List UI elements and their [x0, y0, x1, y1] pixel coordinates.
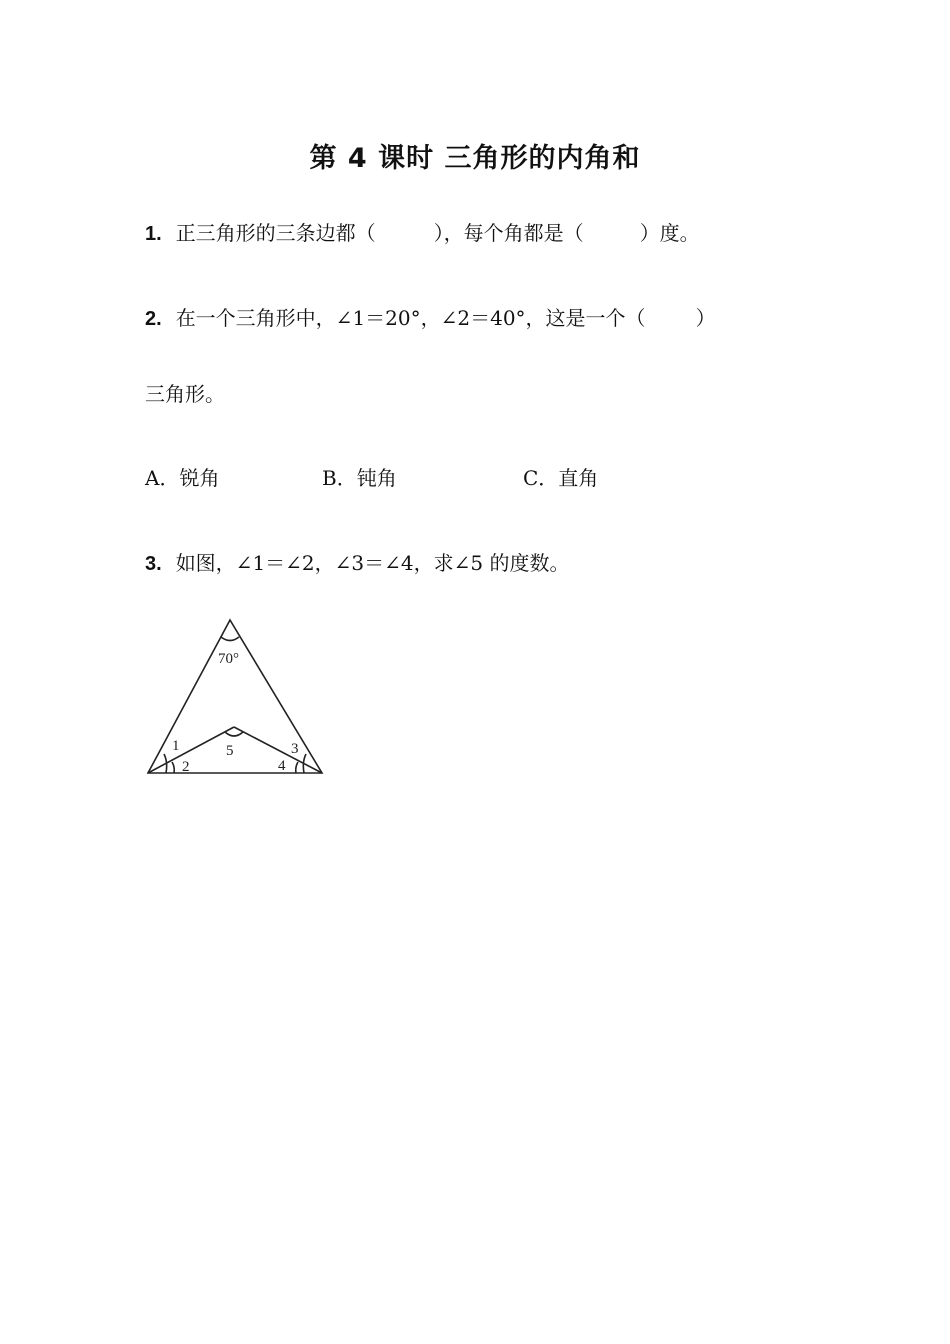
angle-4-arc — [296, 762, 298, 773]
question-3-number: 3. — [145, 553, 162, 575]
question-2-line-2: 三角形。 — [145, 382, 225, 406]
angle-3-label: 3 — [291, 741, 299, 757]
question-2 — [145, 302, 716, 331]
angle-2-arc — [172, 762, 174, 773]
question-3-text: 如图，∠1＝∠2，∠3＝∠4，求∠5 的度数。 — [175, 551, 570, 575]
question-1-text-part3: ）度。 — [639, 221, 700, 245]
question-2-close-paren: ） — [695, 306, 716, 330]
angle-1-label: 1 — [172, 738, 180, 754]
question-1-text-part1: 正三角形的三条边都（ — [175, 221, 376, 245]
angle-2-label: 2 — [182, 759, 190, 775]
question-3 — [145, 547, 569, 576]
question-2-number: 2. — [145, 308, 162, 330]
question-1 — [145, 217, 700, 246]
question-1-number: 1. — [145, 223, 162, 245]
option-a[interactable]: A．锐角 — [145, 466, 220, 490]
angle-5-arc — [225, 732, 243, 736]
question-1-text-part2: ），每个角都是（ — [433, 221, 584, 245]
angle-4-label: 4 — [278, 758, 286, 774]
apex-angle-label: 70° — [218, 651, 239, 667]
page-title: 第 4 课时 三角形的内角和 — [309, 143, 641, 174]
option-c[interactable]: C．直角 — [523, 466, 599, 490]
question-2-text: 在一个三角形中，∠1＝20°，∠2＝40°，这是一个（ — [175, 306, 646, 330]
angle-5-label: 5 — [226, 743, 234, 759]
apex-angle-arc — [221, 637, 239, 641]
triangle-figure — [140, 612, 340, 784]
option-b[interactable]: B．钝角 — [322, 466, 397, 490]
